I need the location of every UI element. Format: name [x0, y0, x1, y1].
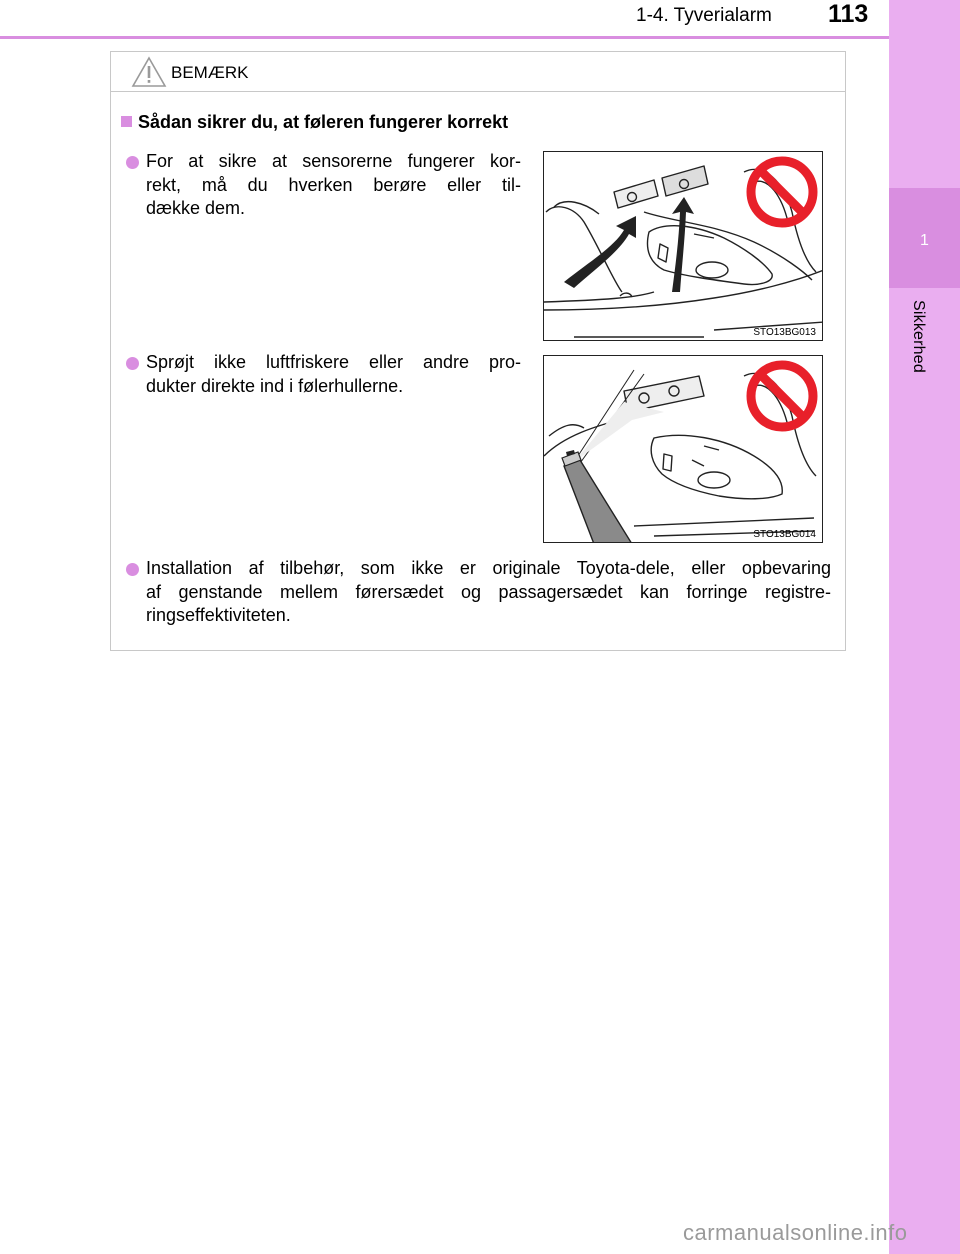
section-title: 1-4. Tyverialarm — [636, 5, 772, 26]
section-heading-text: Sådan sikrer du, at føleren fungerer korrekt — [138, 112, 509, 132]
item-2-line-1: Sprøjt ikke luftfriskere eller andre pro- — [146, 352, 521, 372]
chapter-title: Sikkerhed — [910, 300, 927, 373]
spray-can-icon — [562, 450, 632, 543]
page-number: 113 — [828, 0, 869, 28]
square-bullet-icon — [121, 116, 132, 127]
watermark: carmanualsonline.info — [683, 1220, 908, 1245]
air-freshener-spray-illustration — [544, 356, 823, 543]
prohibition-icon — [751, 161, 813, 223]
item-1-line-1: For at sikre at sensorerne fungerer kor- — [146, 151, 521, 171]
notice-item-2 — [146, 351, 521, 398]
notice-label: BEMÆRK — [171, 63, 249, 82]
chapter-side-tab — [889, 0, 960, 1254]
warning-triangle-icon — [131, 56, 167, 88]
item-1-line-2: rekt, må du hverken berøre eller til- — [146, 174, 521, 195]
chapter-number: 1 — [920, 232, 929, 249]
header-rule — [0, 36, 889, 39]
bullet-icon — [126, 156, 139, 169]
section-heading — [121, 112, 508, 133]
bullet-icon — [126, 357, 139, 370]
item-1-line-3: dække dem. — [146, 198, 246, 218]
item-3-line-3: ringseffektiviteten. — [146, 605, 291, 625]
notice-item-1 — [146, 150, 521, 221]
prohibition-icon — [751, 365, 813, 427]
figure-no-air-freshener-spray — [543, 355, 823, 543]
notice-box — [110, 51, 846, 651]
item-3-line-1: Installation af tilbehør, som ikke er originale Toyota-dele, eller opbevaring — [146, 558, 831, 578]
notice-item-3 — [146, 557, 831, 628]
item-2-line-2: dukter direkte ind i følerhullerne. — [146, 375, 404, 396]
figure-code: STO13BG014 — [753, 529, 816, 540]
item-3-line-2: af genstande mellem førersædet og passagersædet kan forringe registre- — [146, 581, 831, 602]
figure-do-not-touch-sensors — [543, 151, 823, 341]
notice-header — [111, 52, 845, 92]
bullet-icon — [126, 563, 139, 576]
overhead-console-sensor-illustration — [544, 152, 823, 341]
figure-code: STO13BG013 — [753, 327, 816, 338]
